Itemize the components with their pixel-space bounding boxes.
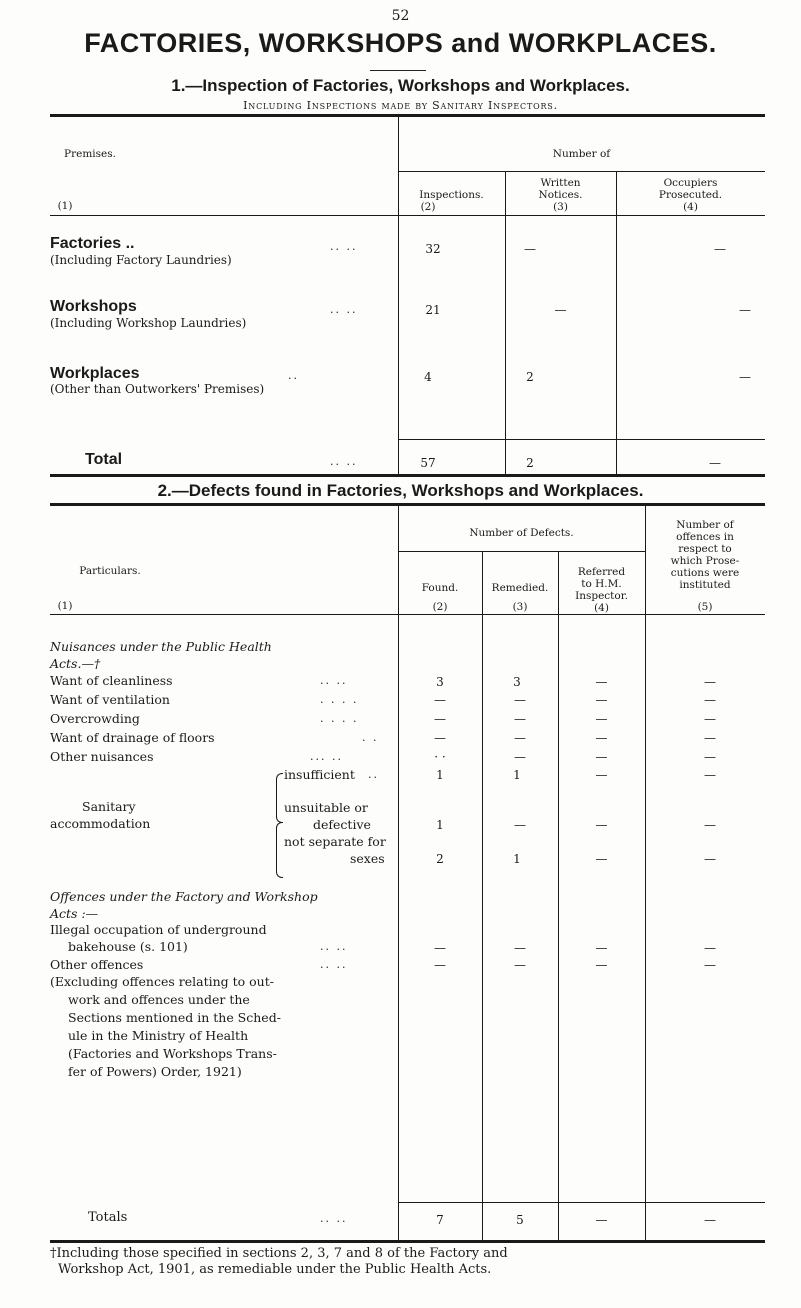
cell-offences: — [704,750,716,764]
totals-label: Totals [88,1210,128,1225]
section1-subtitle: Including Inspections made by Sanitary Inspectors. [243,99,558,112]
row-label: Want of ventilation [50,692,170,707]
cell-inspections: 21 [425,303,441,317]
row-label: Factories .. [50,235,135,252]
header-referred: Inspector. [575,590,628,602]
leader-dots: . . [362,731,379,744]
table2-col-divider [645,506,646,1240]
header-referred: to H.M. [581,578,622,590]
cell-offences: — [704,852,716,866]
excluding-note: work and offences under the [68,992,250,1007]
row-label: bakehouse (s. 101) [68,939,188,954]
header-notices: Notices. [538,189,583,201]
leader-dots: .. .. [320,1212,348,1225]
cell-inspections: 32 [425,242,441,256]
page-number: 52 [391,8,410,24]
cell-referred: — [595,941,608,955]
footnote [50,1246,508,1278]
header-particulars: Particulars. [79,565,141,577]
leader-dots: . . . . [320,712,359,725]
cell-offences: — [704,941,716,955]
cell-remedied: — [514,941,526,955]
cell-remedied: 1 [513,768,521,782]
cell-found: · · [434,750,446,764]
footnote-line: Workshop Act, 1901, as remediable under the Public Health Acts. [58,1262,492,1277]
excluding-note: (Factories and Workshops Trans- [68,1046,277,1061]
offences-heading: Acts :— [50,906,99,921]
cell-inspections: 4 [424,370,432,384]
table1-total-rule [398,439,765,440]
cell-referred: — [595,675,608,689]
row-sublabel: (Other than Outworkers' Premises) [50,382,265,396]
row-label: Want of cleanliness [50,673,173,688]
row-label: not separate for [284,834,386,849]
cell-referred: — [595,693,608,707]
table2-col-divider [482,551,483,1240]
excluding-note: Sections mentioned in the Sched- [68,1010,281,1025]
header-offences: offences in [676,531,734,543]
table1-header-bottom-rule [50,215,765,216]
header-notices-num: (3) [553,201,568,213]
row-label: defective [313,817,371,832]
leader-dots: .. .. [320,958,348,971]
cell-remedied: — [514,712,526,726]
cell-referred: — [595,731,608,745]
cell-prosecuted: — [739,370,751,384]
row-sublabel: (Including Workshop Laundries) [50,316,247,330]
header-prosecuted-num: (4) [683,201,698,213]
cell-remedied: — [514,958,526,972]
cell-remedied: 1 [513,852,521,866]
table2-top-rule [50,503,765,506]
header-premises-num: (1) [57,200,73,212]
cell-referred: — [595,712,608,726]
cell-found: — [434,941,446,955]
excluding-note: (Excluding offences relating to out- [50,974,274,989]
offences-heading: Offences under the Factory and Workshop [50,889,318,904]
page-title: FACTORIES, WORKSHOPS and WORKPLACES. [84,28,717,58]
totals-remedied: 5 [516,1213,524,1227]
row-label: Other offences [50,957,144,972]
cell-offences: — [704,958,716,972]
row-label: Overcrowding [50,711,140,726]
cell-offences: — [704,768,716,782]
cell-found: 1 [436,768,444,782]
table1-top-rule [50,114,765,117]
table2-col-divider [558,551,559,1240]
table1-header-rule [398,171,765,172]
row-label: Illegal occupation of underground [50,922,267,937]
cell-notices: — [524,242,536,256]
table1-bottom-rule [50,474,765,477]
leader-dots: .. [368,768,379,781]
cell-prosecuted: — [739,303,751,317]
cell-referred: — [595,818,608,832]
title-rule [370,70,426,71]
cell-remedied: — [514,818,526,832]
leader-dots: .. .. [320,940,348,953]
header-particulars-num: (1) [57,600,73,612]
totals-found: 7 [436,1213,444,1227]
table2-bottom-rule [50,1240,765,1243]
header-prosecuted: Occupiers [663,177,718,189]
cell-notices: 2 [526,370,534,384]
cell-prosecuted: — [714,242,726,256]
row-label: insufficient [284,767,355,782]
cell-found: — [434,958,446,972]
leader-dots: .. .. [320,674,348,687]
totals-offences: — [704,1213,716,1227]
cell-referred: — [595,958,608,972]
cell-referred: — [595,750,608,764]
section1-title: 1.—Inspection of Factories, Workshops and Workplaces. [171,76,630,95]
row-label: sexes [350,851,385,866]
row-label: Want of drainage of floors [50,730,215,745]
excluding-note: ule in the Ministry of Health [68,1028,249,1043]
footnote-line: †Including those specified in sections 2, 3, 7 and 8 of the Factory and [50,1246,508,1261]
header-referred: Referred [577,566,626,578]
header-found-num: (2) [432,601,448,613]
cell-offences: — [704,693,716,707]
header-offences: respect to [678,543,732,555]
nuisances-heading: Acts.—† [50,656,101,671]
header-remedied-num: (3) [512,601,528,613]
table1-col-divider [505,171,506,477]
section2-title: 2.—Defects found in Factories, Workshops and Workplaces. [157,481,644,500]
leader-dots: .. [288,369,299,382]
leader-dots: . . . . [320,693,359,706]
header-offences-num: (5) [697,601,713,613]
leader-dots: .. .. [330,455,358,468]
row-label: Other nuisances [50,749,154,764]
header-offences: Number of [676,519,734,531]
total-inspections: 57 [420,456,436,470]
cell-found: — [434,712,446,726]
total-label: Total [85,451,123,468]
cell-remedied: — [514,750,526,764]
row-label: Workshops [50,298,137,315]
cell-offences: — [704,731,716,745]
header-found: Found. [421,582,459,594]
row-label: Workplaces [50,365,140,382]
leader-dots: .. .. [330,240,358,253]
table2-header-rule [398,551,645,552]
total-notices: 2 [526,456,534,470]
header-offences: instituted [679,579,731,591]
cell-offences: — [704,712,716,726]
cell-found: 1 [436,818,444,832]
header-notices: Written [540,177,581,189]
brace-bracket [276,822,283,878]
header-inspections-num: (2) [420,201,436,213]
header-offences: cutions were [670,567,740,579]
brace-bracket [276,773,283,823]
cell-remedied: — [514,693,526,707]
table2-total-rule [398,1202,765,1203]
cell-offences: — [704,675,716,689]
row-sublabel: (Including Factory Laundries) [50,253,232,267]
cell-referred: — [595,852,608,866]
totals-referred: — [595,1213,608,1227]
cell-remedied: 3 [513,675,521,689]
header-number-of-defects: Number of Defects. [469,527,574,539]
total-prosecuted: — [709,456,721,470]
header-prosecuted: Prosecuted. [658,189,723,201]
table2-col-divider [398,506,399,1240]
cell-offences: — [704,818,716,832]
cell-remedied: — [514,731,526,745]
leader-dots: ... .. [310,750,343,763]
excluding-note: fer of Powers) Order, 1921) [68,1064,242,1079]
table1-col-divider [616,171,617,477]
header-inspections: Inspections. [419,189,484,201]
sanitary-label: Sanitary [82,799,136,814]
sanitary-label: accommodation [50,816,151,831]
header-referred-num: (4) [594,602,609,614]
header-number-of: Number of [552,148,611,160]
header-remedied: Remedied. [491,582,549,594]
cell-found: — [434,693,446,707]
cell-found: 3 [436,675,444,689]
header-premises: Premises. [64,148,116,160]
leader-dots: .. .. [330,303,358,316]
cell-referred: — [595,768,608,782]
row-label: unsuitable or [284,800,368,815]
cell-found: — [434,731,446,745]
nuisances-heading: Nuisances under the Public Health [50,639,272,654]
table2-header-bottom-rule [50,614,765,615]
cell-found: 2 [436,852,444,866]
cell-notices: — [554,303,567,317]
header-offences: which Prose- [670,555,740,567]
